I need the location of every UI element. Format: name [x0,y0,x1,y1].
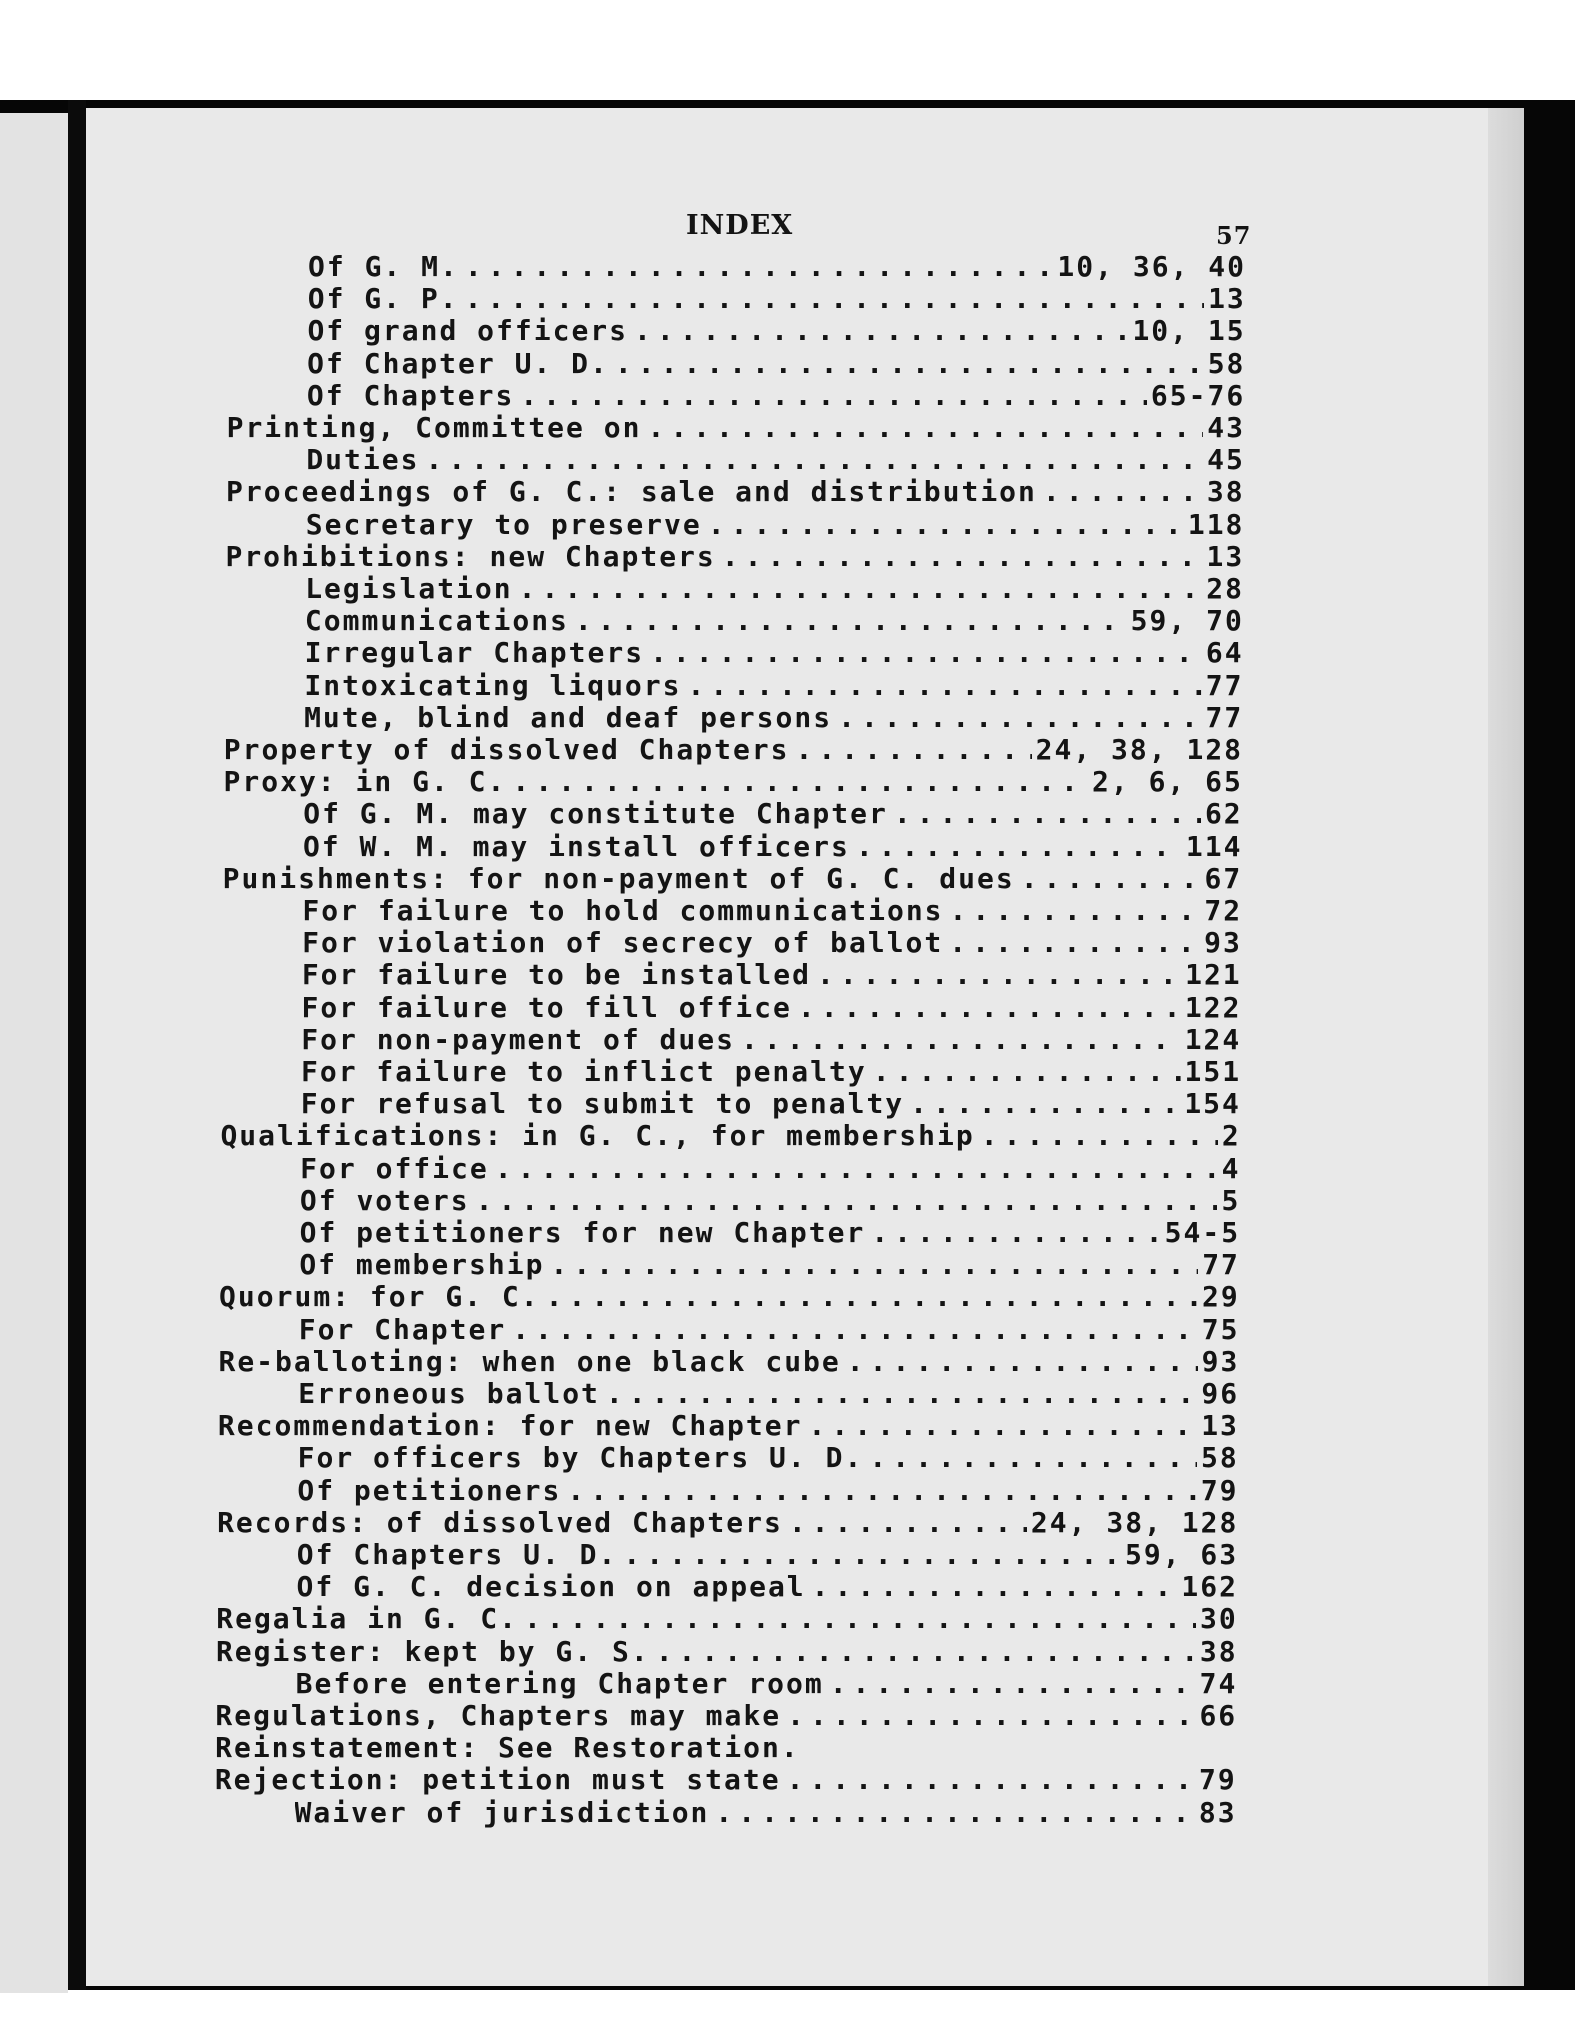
index-entry-label: For failure to be installed [301,958,811,991]
index-entry [220,1119,1240,1151]
index-entry-pages: 24, 38, 128 [1030,1505,1239,1538]
dot-leader [465,282,1205,314]
index-entry [215,1731,1237,1763]
index-entry-pages: 10, 36, 40 [1057,250,1246,282]
index-entry-pages: 10, 15 [1132,314,1246,347]
index-entry-label: Quorum: for G. C. [219,1280,540,1313]
index-entry-pages: 74 [1199,1666,1238,1699]
index-page [86,108,1524,1986]
index-entry [302,926,1242,958]
index-entry [307,347,1245,379]
index-entry [216,1602,1238,1634]
index-entry [301,1055,1241,1087]
dot-leader [688,669,1202,701]
index-entry-pages: 151 [1184,1055,1242,1087]
index-entry [308,282,1246,314]
dot-leader [894,797,1201,829]
index-entry-pages: 121 [1185,958,1242,991]
dot-leader [741,1023,1181,1055]
index-entry-pages: 162 [1181,1570,1238,1603]
index-entry-pages: 79 [1199,1763,1237,1796]
index-entry-pages: 77 [1205,668,1244,701]
index-entry [215,1763,1237,1795]
index-entry [295,1796,1237,1828]
dot-leader [798,991,1181,1023]
index-entry-label: Property of dissolved Chapters [223,733,790,765]
index-entry-pages: 77 [1205,700,1244,733]
dot-leader [789,1506,1027,1538]
dot-leader [856,830,1182,862]
index-entry-pages: 72 [1204,894,1243,926]
index-entry [308,250,1246,282]
index-entry-pages: 5 [1221,1183,1241,1216]
index-entry [305,604,1244,636]
index-entry-label: Communications [304,604,569,637]
index-entry-label: Reinstatement: See Restoration. [215,1731,800,1764]
index-entry [305,572,1244,604]
dot-leader [634,314,1128,346]
dot-leader [567,1474,1196,1506]
index-entry-label: Of voters [299,1183,470,1216]
dot-leader [1043,475,1203,507]
index-entry-pages: 2, 6, 65 [1092,765,1243,798]
index-entry-label: Of G. M. [308,250,459,282]
index-entry [303,830,1243,862]
index-entry-pages: 64 [1205,636,1244,669]
dot-leader [796,733,1032,765]
index-entry-label: For non-payment of dues [301,1022,735,1055]
index-entry-pages: 38 [1199,1634,1238,1667]
dot-leader [847,1345,1198,1377]
index-entry-pages: 29 [1202,1280,1240,1313]
dot-leader [950,894,1201,926]
index-entry [299,1248,1240,1280]
index-entry-label: For office [300,1151,489,1184]
index-entry [304,669,1243,701]
dot-leader [575,604,1127,636]
dot-leader [838,701,1201,733]
index-entry-label: Before entering Chapter room [295,1666,824,1699]
index-entry [300,1184,1240,1216]
index-entry [219,1280,1240,1312]
index-entry [225,540,1244,572]
dot-leader [656,1635,1196,1667]
index-entry-pages: 118 [1187,507,1245,540]
index-entry-label: Of W. M. may install officers [302,829,850,862]
index-entry-label: Rejection: petition must state [214,1763,781,1796]
index-entry-pages: 124 [1184,1022,1242,1055]
index-entry-pages: 38 [1206,475,1245,508]
index-entry-pages: 62 [1204,797,1243,830]
index-entry-label: For officers by Chapters U. D. [297,1441,864,1474]
index-entry-pages: 59, 70 [1130,604,1244,637]
index-entry-label: Of Chapters [306,378,515,411]
index-entry [296,1667,1238,1699]
dot-leader [787,1699,1195,1731]
index-entry-label: Of petitioners [297,1473,562,1506]
index-entry [217,1506,1238,1538]
dot-leader [650,636,1202,668]
index-entry-label: Regalia in G. C. [216,1602,518,1635]
index-entry [224,765,1243,797]
index-entry-label: For refusal to submit to penalty [300,1087,905,1120]
index-entry-label: Proxy: in G. C. [223,765,507,798]
index-entry-pages: 66 [1199,1699,1238,1731]
page-edge-shadow [1488,108,1524,1986]
index-entry [297,1474,1238,1506]
index-entry [302,991,1242,1023]
index-entry-pages: 93 [1204,926,1242,959]
index-entry-label: For violation of secrecy of ballot [302,926,944,959]
page-number: 57 [1216,221,1252,250]
index-entry-label: Duties [306,443,420,476]
dot-leader [425,443,1203,475]
index-entry [301,1023,1241,1055]
index-entry-pages: 67 [1204,861,1243,894]
index-entry-label: Intoxicating liquors [304,668,682,701]
index-entry-pages: 43 [1207,411,1245,443]
index-entry-label: Secretary to preserve [305,507,702,540]
index-entry-label: Irregular Chapters [304,636,645,669]
index-entry-label: Of grand officers [307,314,629,347]
dot-leader [787,1763,1195,1795]
index-entry [302,894,1242,926]
dot-leader [708,508,1184,540]
index-entry [215,1699,1237,1731]
index-entry-pages: 75 [1201,1312,1240,1345]
index-entry [305,636,1244,668]
index-entry-label: For failure to hold communications [302,894,944,926]
index-entry-label: Prohibitions: new Chapters [225,539,716,572]
dot-leader [512,765,1088,797]
index-entry-label: Mute, blind and deaf persons [304,700,833,733]
dot-leader [550,1248,1198,1280]
dot-leader [512,1313,1198,1345]
index-entry-label: Register: kept by G. S. [215,1634,650,1667]
dot-leader [1021,862,1201,894]
index-entry [227,411,1245,443]
index-entry [307,314,1245,346]
index-entry-pages: 13 [1206,539,1245,572]
index-entry-pages: 83 [1198,1795,1237,1828]
index-entry [300,1152,1240,1184]
facing-page-edge [0,113,68,1993]
index-entry-label: Recommendation: for new Chapter [217,1409,803,1442]
index-entry [297,1538,1238,1570]
index-entry [306,443,1245,475]
dot-leader [809,1409,1198,1441]
index-entry [304,701,1243,733]
index-entry [299,1313,1240,1345]
dot-leader [830,1667,1196,1699]
index-entry-pages: 24, 38, 128 [1035,733,1244,765]
index-entry-label: Erroneous ballot [298,1377,600,1409]
index-entry [307,379,1245,411]
index-entry-label: Re-balloting: when one black cube [218,1344,841,1377]
dot-leader [817,958,1181,990]
index-entry-label: Of G. P. [307,282,459,315]
index-entry-pages: 45 [1207,443,1245,476]
index-entry [303,797,1242,829]
index-entry-pages: 54-5 [1164,1216,1241,1248]
index-entry-pages: 4 [1221,1151,1241,1184]
index-entry-label: Punishments: for non-payment of G. C. dues [222,861,1015,894]
index-entry [298,1377,1239,1409]
index-entry-pages: 65-76 [1150,378,1246,411]
index-entry [216,1635,1238,1667]
dot-leader [546,1280,1198,1312]
index-entry-label: Regulations, Chapters may make [215,1699,782,1731]
index-entry-label: For failure to fill office [301,990,792,1023]
index-entry [226,475,1245,507]
dot-leader [949,926,1200,958]
dot-leader [869,1441,1197,1473]
index-entry [224,733,1243,765]
index-entry-pages: 93 [1201,1344,1240,1377]
index-entry-label: Records: of dissolved Chapters [217,1505,783,1538]
index-entry-pages: 30 [1200,1602,1238,1635]
index-entry-label: Qualifications: in G. C., for membership [220,1119,975,1152]
dot-leader [519,572,1203,604]
index-entry [218,1345,1239,1377]
page-title: INDEX [686,210,794,241]
index-entry [297,1570,1238,1602]
dot-leader [722,540,1203,572]
index-entry-pages: 154 [1184,1087,1241,1120]
index-entry-label: Of G. M. may constitute Chapter [303,797,888,830]
index-entry-label: Proceedings of G. C.: sale and distribution [226,475,1037,508]
index-entry-pages: 13 [1201,1409,1239,1442]
index-entry-pages: 59, 63 [1125,1538,1239,1570]
index-entry-pages: 79 [1200,1473,1239,1506]
index-entry-pages: 77 [1202,1248,1240,1281]
index-entry [301,1087,1241,1119]
dot-leader [520,379,1147,411]
dot-leader [873,1055,1181,1087]
dot-leader [495,1152,1218,1184]
book-spine [68,100,86,1990]
dot-leader [715,1796,1194,1828]
index-entry-pages: 58 [1201,1441,1239,1474]
index-entry-label: For failure to inflict penalty [301,1055,867,1087]
dot-leader [606,1377,1198,1409]
index-entry [306,508,1245,540]
index-entry-label: Printing, Committee on [226,411,642,443]
index-entry-label: Of G. C. decision on appeal [296,1570,806,1603]
index-entry-label: Legislation [305,572,513,604]
index-entry-label: Of membership [299,1248,545,1281]
index-entry-pages: 58 [1207,346,1246,379]
dot-leader [476,1184,1218,1216]
index-entry-pages: 28 [1206,572,1245,604]
index-entry-label: Of Chapters U. D. [296,1538,618,1570]
dot-leader [981,1119,1218,1151]
dot-leader [812,1570,1178,1602]
index-entry-label: Of Chapter U. D. [307,346,609,379]
index-entry [302,958,1242,990]
index-entry-pages: 114 [1185,829,1243,862]
index-entry-label: Waiver of jurisdiction [294,1795,710,1828]
index-entry-pages: 2 [1221,1119,1241,1152]
dot-leader [615,347,1204,379]
index-entry [300,1216,1241,1248]
index-entry-pages: 122 [1184,990,1242,1023]
dot-leader [647,411,1203,443]
index-entry [218,1409,1239,1441]
dot-leader [623,1538,1121,1570]
index-entry [223,862,1243,894]
dot-leader [524,1602,1196,1634]
index-entry-pages: 13 [1208,282,1246,315]
dot-leader [465,250,1054,282]
index-entry [298,1441,1239,1473]
dot-leader [910,1087,1180,1119]
index-entry-label: For Chapter [298,1312,507,1345]
index-entry-pages: 96 [1201,1377,1240,1409]
index-entry-label: Of petitioners for new Chapter [299,1216,866,1248]
dot-leader [871,1216,1160,1248]
